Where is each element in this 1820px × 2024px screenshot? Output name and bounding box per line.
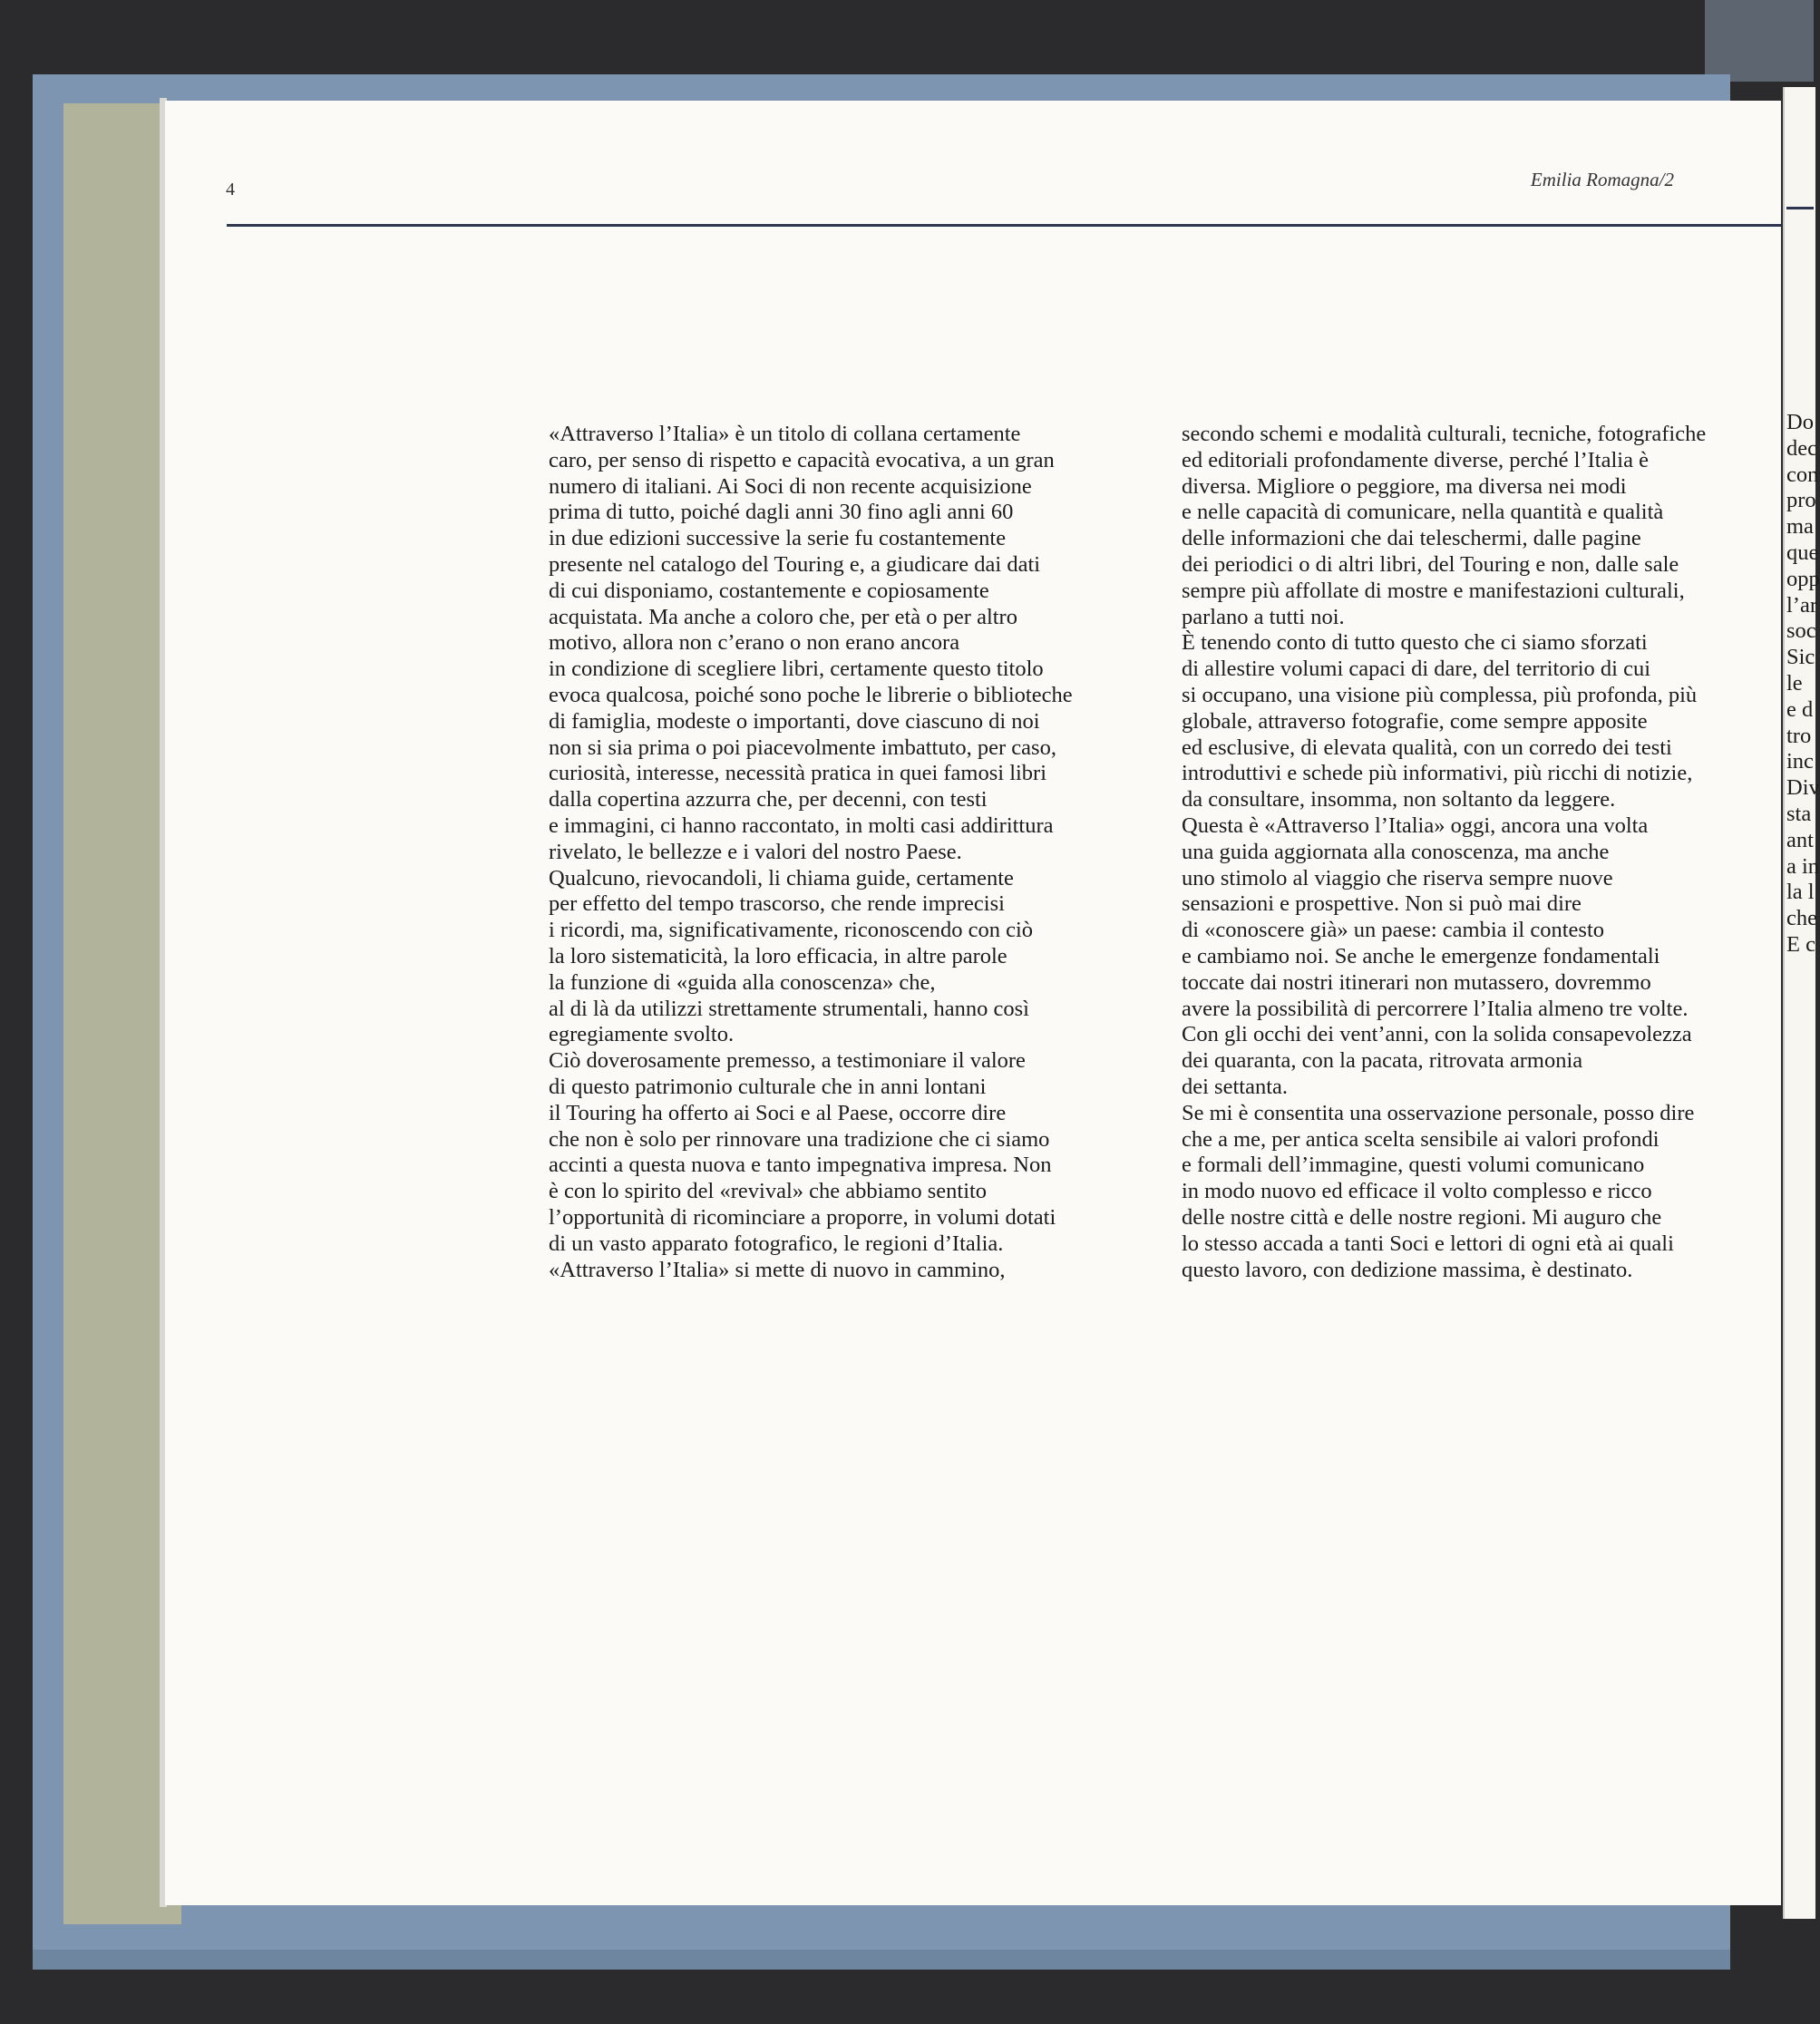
text-line: per effetto del tempo trascorso, che rende imprecisi (549, 891, 1005, 917)
text-line: una guida aggiornata alla conoscenza, ma anche (1182, 839, 1610, 864)
text-line: al di là da utilizzi strettamente strumentali, hanno così (549, 996, 1029, 1021)
text-line: Ciò doverosamente premesso, a testimoniare il valore (549, 1048, 1026, 1074)
text-line: delle nostre città e delle nostre regioni. Mi auguro che (1182, 1204, 1662, 1230)
text-line: Qualcuno, rievocandoli, li chiama guide, certamente (549, 865, 1014, 890)
text-line: soc (1786, 618, 1816, 644)
adjacent-book-edge (1705, 0, 1814, 82)
text-line: ed esclusive, di elevata qualità, con un corredo dei testi (1182, 735, 1672, 760)
running-head: Emilia Romagna/2 (1530, 169, 1674, 190)
text-line: avere la possibilità di percorrere l’Italia almeno tre volte. (1182, 996, 1689, 1021)
text-line: di «conoscere già» un paese: cambia il contesto (1182, 918, 1605, 943)
text-line: di allestire volumi capaci di dare, del territorio di cui (1182, 657, 1651, 682)
next-page-text-fragment (1786, 410, 1820, 958)
text-line: dei quaranta, con la pacata, ritrovata armonia (1182, 1048, 1583, 1074)
text-line: e d (1786, 696, 1814, 722)
text-line: il Touring ha offerto ai Soci e al Paese, occorre dire (549, 1100, 1007, 1125)
text-line: secondo schemi e modalità culturali, tecniche, fotografiche (1182, 422, 1707, 446)
right-page-edge (1783, 87, 1820, 1919)
text-line: «Attraverso l’Italia» si mette di nuovo in cammino, (549, 1257, 1006, 1282)
text-line: curiosità, interesse, necessità pratica in quei famosi libri (549, 761, 1047, 786)
text-line: in modo nuovo ed efficace il volto complesso e ricco (1182, 1179, 1652, 1204)
text-line: evoca qualcosa, poiché sono poche le librerie o biblioteche (549, 682, 1073, 707)
text-line: di questo patrimonio culturale che in anni lontani (549, 1074, 987, 1099)
text-line: le (1786, 670, 1803, 696)
text-line: ant (1786, 827, 1814, 852)
text-line: la funzione di «guida alla conoscenza» che, (549, 969, 936, 995)
text-line: lo stesso accada a tanti Soci e lettori di ogni età ai quali (1182, 1231, 1674, 1256)
text-line: sempre più affollate di mostre e manifestazioni culturali, (1182, 578, 1685, 603)
text-line: diversa. Migliore o peggiore, ma diversa nei modi (1182, 473, 1627, 499)
text-line: a in (1786, 853, 1820, 879)
text-line: l’opportunità di ricominciare a proporre, in volumi dotati (549, 1204, 1056, 1230)
text-line: sta (1786, 801, 1812, 826)
text-line: la loro sistematicità, la loro efficacia, in altre parole (549, 943, 1007, 968)
text-line: non si sia prima o poi piacevolmente imbattuto, per caso, (549, 735, 1056, 760)
header-rule-next-page (1786, 207, 1814, 209)
text-line: accinti a questa nuova e tanto impegnativa impresa. Non (549, 1153, 1052, 1178)
text-line: in due edizioni successive la serie fu costantemente (549, 526, 1007, 551)
text-line: si occupano, una visione più complessa, più profonda, più (1182, 682, 1698, 707)
text-line: pro (1786, 488, 1816, 513)
text-line: di famiglia, modeste o importanti, dove ciascuno di noi (549, 708, 1040, 734)
text-column-left (549, 422, 1073, 1283)
text-line: di un vasto apparato fotografico, le regioni d’Italia. (549, 1231, 1004, 1256)
text-line: Questa è «Attraverso l’Italia» oggi, ancora una volta (1182, 813, 1649, 838)
text-line: acquistata. Ma anche a coloro che, per età o per altro (549, 604, 1017, 629)
text-line: Se mi è consentita una osservazione personale, posso dire (1182, 1100, 1695, 1125)
text-line: «Attraverso l’Italia» è un titolo di collana certamente (549, 422, 1021, 446)
text-line: È tenendo conto di tutto questo che ci siamo sforzati (1182, 630, 1648, 656)
text-line: introduttivi e schede più informativi, più ricchi di notizie, (1182, 761, 1693, 786)
text-line: Div (1786, 775, 1820, 801)
text-line: che a me, per antica scelta sensibile ai valori profondi (1182, 1126, 1659, 1152)
text-line: la l (1786, 880, 1815, 905)
text-line: rivelato, le bellezze e i valori del nostro Paese. (549, 839, 962, 864)
text-line: delle informazioni che dai teleschermi, dalle pagine (1182, 526, 1641, 551)
text-line: dec (1786, 435, 1817, 461)
text-line: numero di italiani. Ai Soci di non recente acquisizione (549, 473, 1032, 499)
text-line: dei settanta. (1182, 1074, 1289, 1099)
text-line: e nelle capacità di comunicare, nella quantità e qualità (1182, 500, 1664, 525)
text-line: sensazioni e prospettive. Non si può mai dire (1182, 891, 1582, 917)
text-line: parlano a tutti noi. (1182, 604, 1345, 629)
text-line: che (1786, 906, 1817, 931)
text-line: da consultare, insomma, non soltanto da leggere. (1182, 787, 1616, 813)
text-line: è con lo spirito del «revival» che abbiamo sentito (549, 1179, 988, 1204)
text-line: tro (1786, 723, 1812, 748)
text-line: in condizione di scegliere libri, certamente questo titolo (549, 657, 1044, 682)
book-cover-edge (33, 1950, 1730, 1970)
text-line: e immagini, ci hanno raccontato, in molti casi addirittura (549, 813, 1054, 838)
text-line: e cambiamo noi. Se anche le emergenze fondamentali (1182, 943, 1660, 968)
text-line: e formali dell’immagine, questi volumi comunicano (1182, 1153, 1645, 1178)
text-line: i ricordi, ma, significativamente, riconoscendo con ciò (549, 918, 1034, 943)
text-line: ed editoriali profondamente diverse, perché l’Italia è (1182, 447, 1649, 472)
text-line: caro, per senso di rispetto e capacità evocativa, a un gran (549, 447, 1055, 472)
text-column-right (1182, 422, 1706, 1283)
text-line: globale, attraverso fotografie, come sempre apposite (1182, 708, 1648, 734)
page-number: 4 (226, 180, 235, 199)
text-line: di cui disponiamo, costantemente e copiosamente (549, 578, 989, 603)
text-line: motivo, allora non c’erano o non erano ancora (549, 630, 960, 656)
text-line: che non è solo per rinnovare una tradizione che ci siamo (549, 1126, 1050, 1152)
text-line: Con gli occhi dei vent’anni, con la solida consapevolezza (1182, 1022, 1692, 1047)
text-line: dei periodici o di altri libri, del Touring e non, dalle sale (1182, 551, 1679, 577)
text-line: dalla copertina azzurra che, per decenni, con testi (549, 787, 988, 813)
text-line: toccate dai nostri itinerari non mutassero, dovremmo (1182, 969, 1651, 995)
text-line: l’ar (1786, 592, 1817, 618)
header-rule (227, 224, 1781, 227)
text-line: con (1786, 462, 1819, 487)
text-line: questo lavoro, con dedizione massima, è destinato. (1182, 1257, 1633, 1282)
text-line: ma (1786, 514, 1814, 540)
text-line: inc (1786, 749, 1814, 774)
text-line: opp (1786, 566, 1820, 591)
text-line: Sic (1786, 645, 1815, 670)
text-line: uno stimolo al viaggio che riserva sempre nuove (1182, 865, 1613, 890)
text-line: Do (1786, 410, 1814, 434)
text-line: prima di tutto, poiché dagli anni 30 fino agli anni 60 (549, 500, 1014, 525)
text-line: que (1786, 540, 1819, 565)
text-line: E c (1786, 931, 1815, 957)
text-line: egregiamente svolto. (549, 1022, 735, 1047)
text-line: presente nel catalogo del Touring e, a giudicare dai dati (549, 551, 1041, 577)
